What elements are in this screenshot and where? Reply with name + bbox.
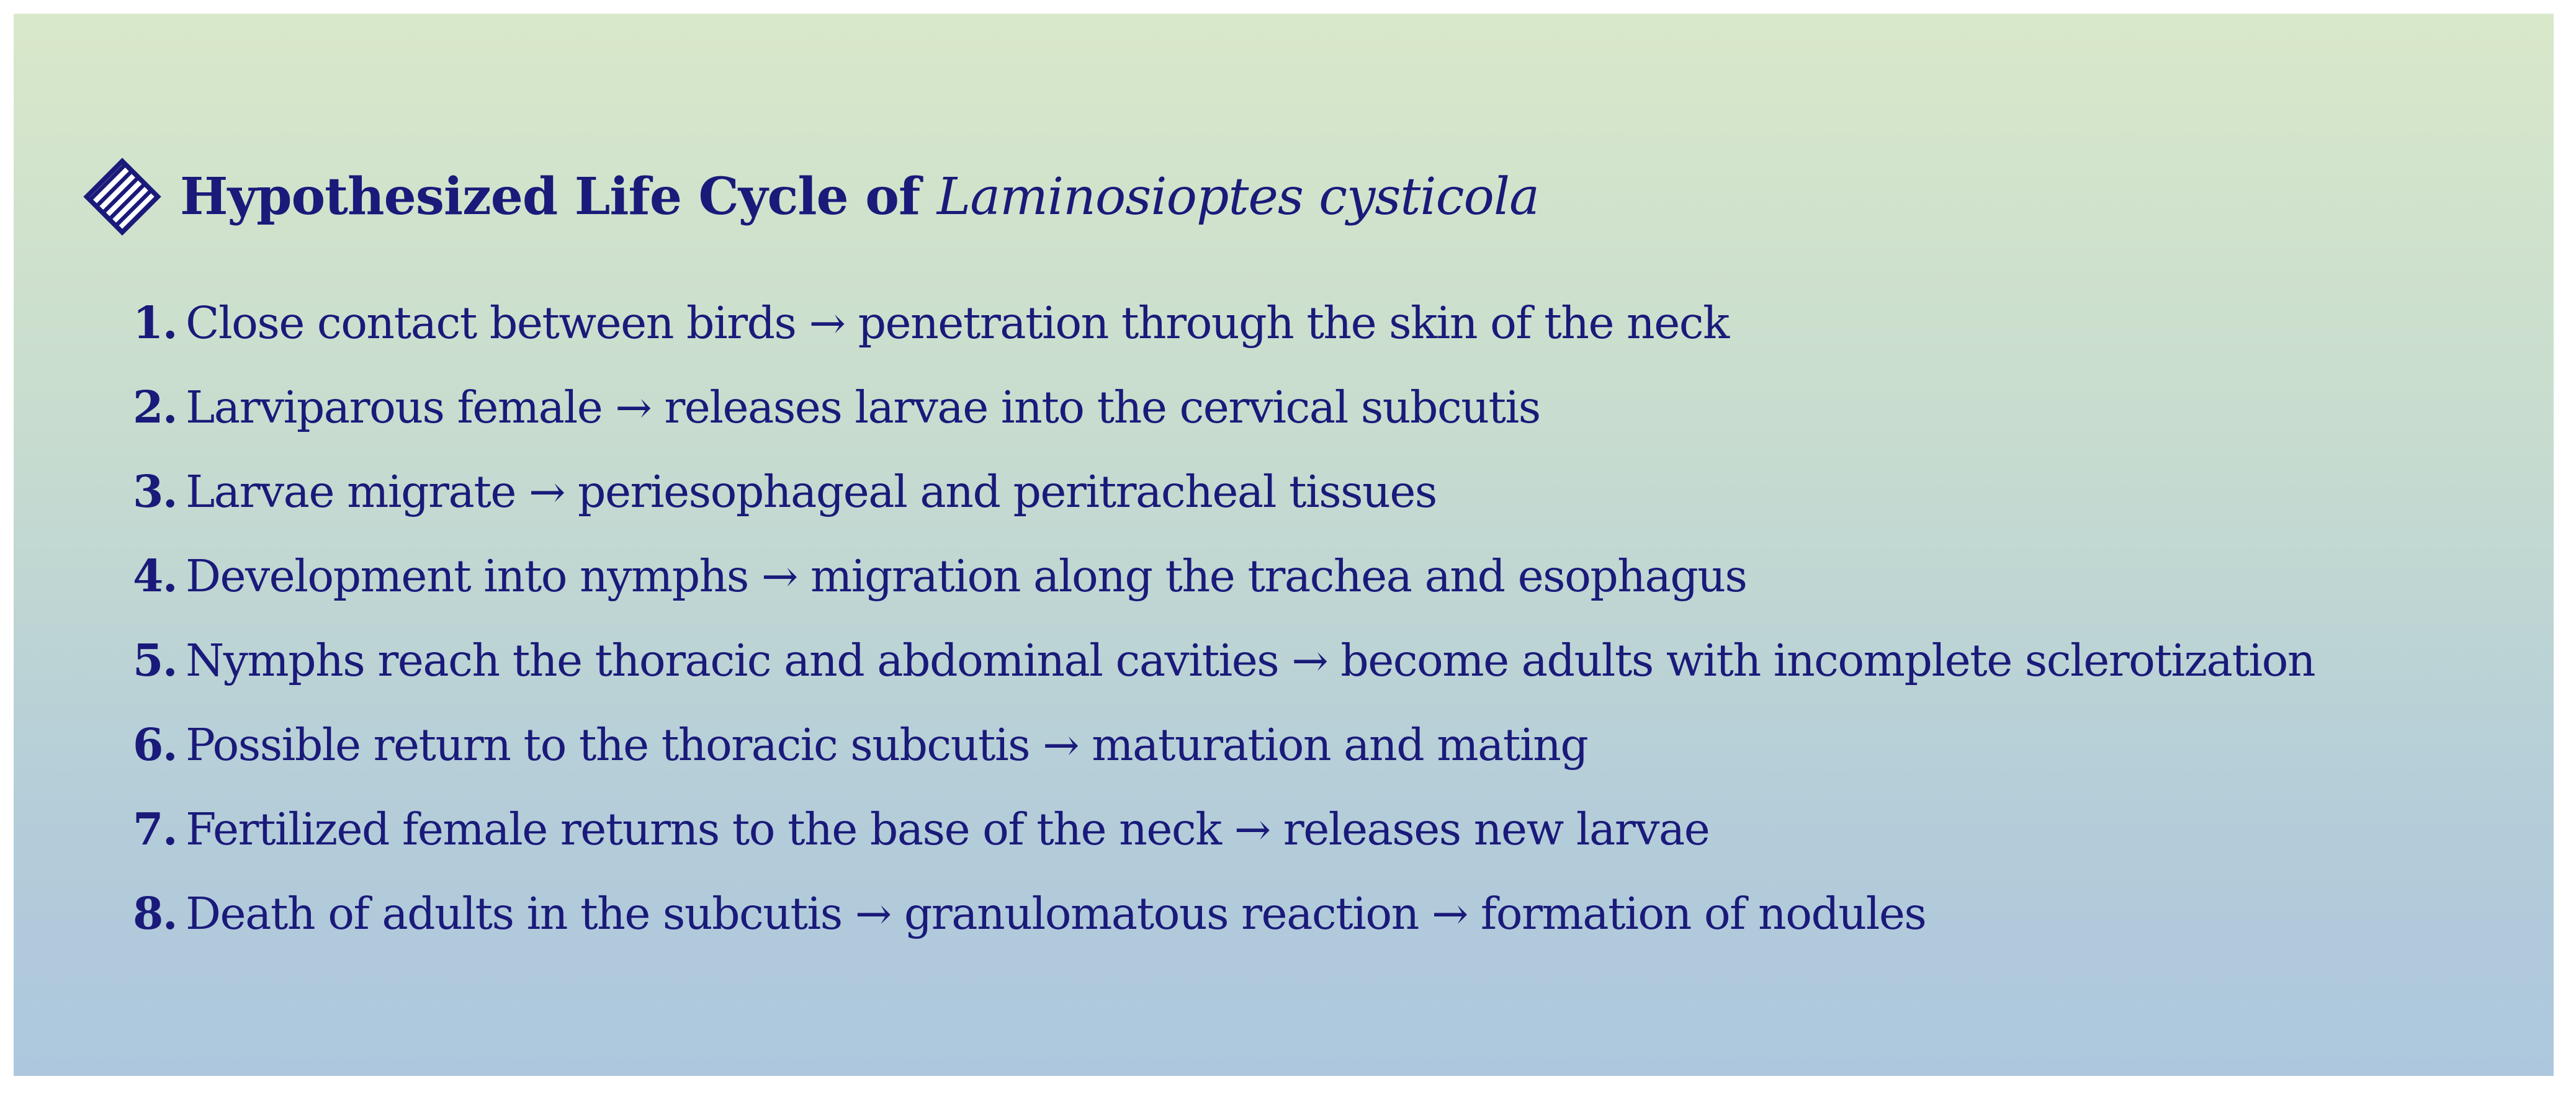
step-text: Fertilized female returns to the base of the neck → releases new larvae — [186, 804, 1710, 855]
step-number: 4. — [133, 550, 177, 602]
step-item — [133, 702, 2315, 787]
step-text: Larviparous female → releases larvae into the cervical subcutis — [186, 382, 1540, 433]
step-text: Possible return to the thoracic subcutis → maturation and mating — [186, 719, 1588, 771]
step-text: Close contact between birds → penetration through the skin of the neck — [186, 297, 1729, 349]
step-text: Larvae migrate → periesophageal and peritracheal tissues — [186, 466, 1437, 517]
step-item — [133, 618, 2315, 702]
title-species: Laminosioptes cysticola — [936, 168, 1539, 226]
striped-diamond-icon — [82, 156, 163, 237]
step-item — [133, 534, 2315, 618]
step-number: 5. — [133, 634, 177, 686]
step-number: 6. — [133, 719, 177, 771]
life-cycle-steps — [133, 280, 2315, 956]
step-item — [133, 280, 2315, 365]
step-item — [133, 871, 2315, 956]
step-item — [133, 365, 2315, 449]
step-text: Development into nymphs → migration along the trachea and esophagus — [186, 550, 1747, 602]
step-number: 3. — [133, 465, 177, 517]
step-text: Nymphs reach the thoracic and abdominal cavities → become adults with incomplete sclerotization — [186, 635, 2315, 686]
step-number: 8. — [133, 887, 177, 939]
title-prefix: Hypothesized Life Cycle of — [180, 167, 937, 226]
page-title — [180, 167, 1539, 226]
step-number: 2. — [133, 381, 177, 433]
title-row — [82, 144, 1539, 249]
step-item — [133, 787, 2315, 871]
step-item — [133, 449, 2315, 534]
content-panel — [14, 14, 2554, 1076]
step-number: 1. — [133, 297, 177, 349]
step-number: 7. — [133, 803, 177, 855]
step-text: Death of adults in the subcutis → granulomatous reaction → formation of nodules — [186, 888, 1926, 939]
